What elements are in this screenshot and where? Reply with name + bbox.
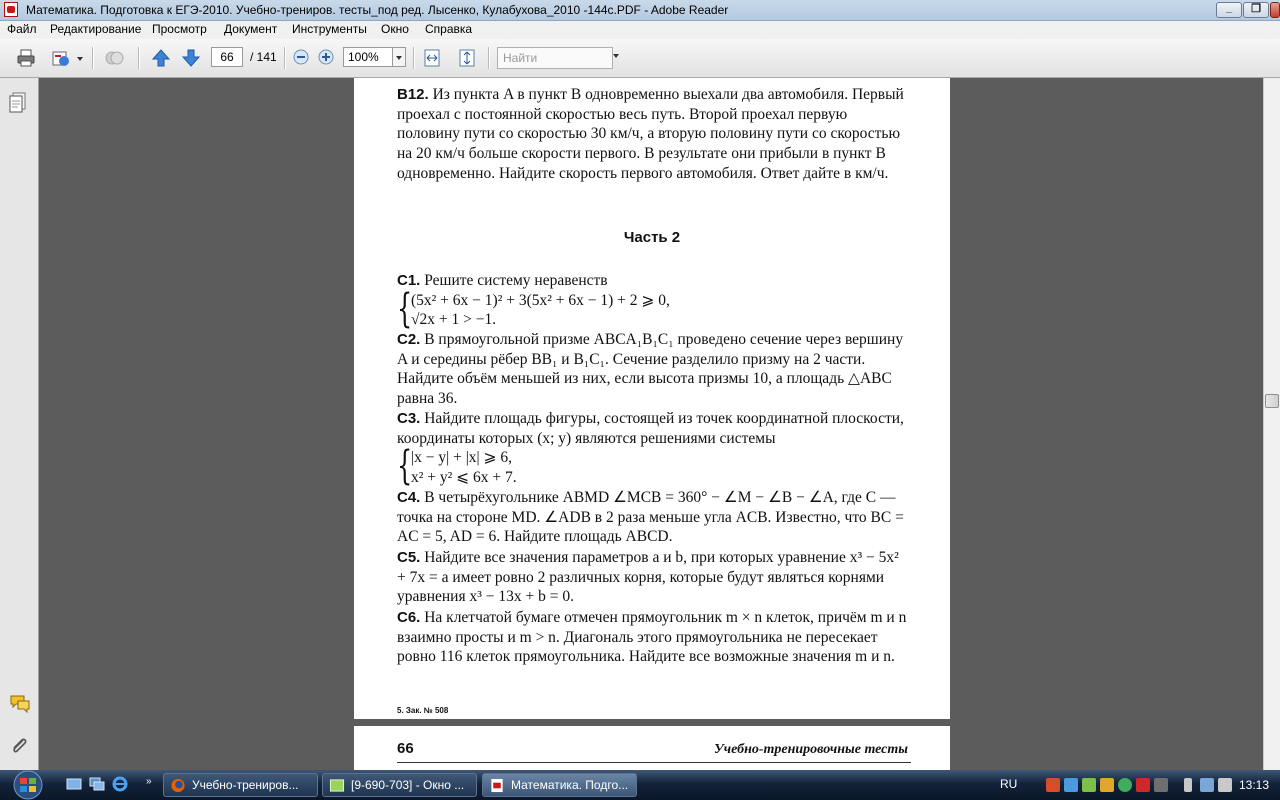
equation-line: |x − y| + |x| ⩾ 6, — [411, 449, 513, 467]
problem-number: C5. — [397, 549, 421, 566]
brace: { — [397, 443, 413, 490]
tray-app-icon[interactable] — [1082, 778, 1096, 792]
next-page-icon[interactable] — [181, 48, 201, 68]
problem-number: B12. — [397, 86, 429, 103]
document-view[interactable] — [39, 78, 1263, 770]
tray-app-icon[interactable] — [1154, 778, 1168, 792]
menu-view[interactable]: Просмотр — [152, 22, 207, 36]
taskbar — [0, 770, 1280, 800]
menu-window[interactable]: Окно — [381, 22, 409, 36]
toolbar-separator — [284, 47, 286, 69]
problem-b12 — [397, 85, 911, 184]
problem-c6 — [397, 608, 911, 667]
toolbar-separator — [488, 47, 490, 69]
toolbar-separator — [92, 47, 94, 69]
problem-c4 — [397, 488, 911, 547]
problem-text: В четырёхугольнике ABMD ∠MCB = 360° − ∠M − ∠B − ∠A, где C — точка на стороне MD. ∠ADB в 2 раза меньше угла ACB. Известно, что BC = AC = 5, AD = 6. Найдите площадь ABCD. — [397, 489, 904, 546]
problem-number: C2. — [397, 331, 421, 348]
menu-document[interactable]: Документ — [224, 22, 278, 36]
equation-system — [397, 443, 911, 490]
window-icon — [329, 778, 345, 793]
language-indicator[interactable]: RU — [1000, 777, 1018, 791]
menu-tools[interactable]: Инструменты — [292, 22, 367, 36]
switch-windows-icon[interactable] — [89, 776, 105, 792]
fit-page-icon[interactable] — [457, 48, 477, 68]
windows-start-icon[interactable] — [4, 770, 52, 800]
running-header: Учебно-тренировочные тесты — [713, 742, 908, 757]
equation-line: x² + y² ⩽ 6x + 7. — [411, 469, 517, 487]
tray-app-icon[interactable] — [1100, 778, 1114, 792]
network-icon[interactable] — [1200, 778, 1214, 792]
comments-icon[interactable] — [9, 694, 31, 714]
attachment-paperclip-icon[interactable] — [9, 735, 29, 757]
pages-icon[interactable] — [9, 92, 27, 114]
collaborate-icon — [104, 48, 124, 68]
taskbar-button-firefox[interactable] — [163, 773, 318, 797]
equation-line: (5x² + 6x − 1)² + 3(5x² + 6x − 1) + 2 ⩾ 0, — [411, 291, 670, 309]
header-rule — [397, 762, 911, 763]
task-label: Математика. Подго... — [511, 778, 629, 792]
window-title: Математика. Подготовка к ЕГЭ-2010. Учебно-трениров. тесты_под ред. Лысенко, Кулабухова_2010 -144с.PDF - Adobe Reader — [26, 3, 729, 17]
menu-file[interactable]: Файл — [7, 22, 37, 36]
search-input[interactable]: Найти — [497, 47, 613, 69]
order-note: 5. Зак. № 508 — [397, 706, 449, 715]
toolbar-separator — [138, 47, 140, 69]
maximize-button[interactable]: ❐ — [1243, 2, 1269, 18]
adobe-reader-icon — [4, 2, 18, 17]
problem-text: Найдите площадь фигуры, состоящей из точек координатной плоскости, координаты которых (x; y) являются решениями системы — [397, 410, 904, 447]
pdf-icon — [489, 778, 505, 793]
section-heading: Часть 2 — [623, 229, 681, 246]
tray-app-icon[interactable] — [1046, 778, 1060, 792]
email-attach-icon[interactable] — [51, 48, 71, 68]
page-number: 66 — [397, 740, 414, 757]
battery-icon[interactable] — [1184, 778, 1192, 792]
problem-number: C3. — [397, 410, 421, 427]
close-button[interactable] — [1270, 2, 1280, 18]
minimize-button[interactable]: _ — [1216, 2, 1242, 18]
equation-line: √2x + 1 > −1. — [411, 311, 497, 329]
page-number-input[interactable]: 66 — [211, 47, 243, 67]
problem-text: Из пункта A в пункт B одновременно выехали два автомобиля. Первый проехал с постоянной скоростью весь путь. Второй проехал первую половину пути со скоростью 30 км/ч, а вторую половину пути со скоростью на 20 км/ч больше скорости первого. В результате они прибыли в пункт B одновременно. Найдите скорость первого автомобиля. Ответ дайте в км/ч. — [397, 86, 904, 182]
problem-c3 — [397, 409, 911, 488]
chevron-down-icon[interactable] — [613, 54, 619, 58]
pdf-page — [354, 726, 950, 770]
menu-edit[interactable]: Редактирование — [50, 22, 142, 36]
previous-page-icon[interactable] — [151, 48, 171, 68]
problem-text: Решите систему неравенств — [424, 272, 608, 289]
navigation-pane — [0, 78, 39, 770]
task-label: Учебно-трениров... — [192, 778, 299, 792]
problem-number: C1. — [397, 272, 421, 289]
fit-width-icon[interactable] — [422, 48, 442, 68]
menu-bar — [0, 21, 1280, 39]
problem-text: В прямоугольной призме ABCA₁B₁C₁ проведено сечение через вершину A и середины рёбер BB₁ и B₁C₁. Сечение разделило призму на 2 части. Найдите объём меньшей из них, если высота призмы 10, а площадь △ABC равна 36. — [397, 331, 904, 408]
show-desktop-icon[interactable] — [66, 776, 82, 792]
tray-app-icon[interactable] — [1136, 778, 1150, 792]
firefox-icon — [170, 778, 186, 793]
brace: { — [397, 285, 413, 332]
title-bar — [0, 0, 1280, 21]
zoom-in-icon[interactable] — [318, 49, 334, 65]
zoom-out-icon[interactable] — [293, 49, 309, 65]
task-label: [9-690-703] - Окно ... — [351, 778, 465, 792]
toolbar — [0, 39, 1280, 78]
menu-help[interactable]: Справка — [425, 22, 473, 36]
pdf-page — [354, 78, 950, 719]
vertical-scrollbar[interactable] — [1263, 78, 1280, 770]
equation-system — [397, 285, 911, 332]
problem-number: C4. — [397, 489, 421, 506]
problem-number: C6. — [397, 609, 421, 626]
taskbar-button-adobe-reader[interactable] — [482, 773, 637, 797]
quicklaunch-overflow[interactable]: » — [146, 776, 152, 787]
print-icon[interactable] — [16, 48, 36, 68]
zoom-dropdown-button[interactable] — [393, 47, 406, 67]
scrollbar-thumb[interactable] — [1265, 394, 1279, 408]
problem-c5 — [397, 548, 911, 607]
taskbar-button-explorer[interactable] — [322, 773, 477, 797]
volume-icon[interactable] — [1218, 778, 1232, 792]
chevron-down-icon[interactable] — [77, 57, 83, 61]
zoom-input[interactable]: 100% — [343, 47, 393, 67]
page-total: / 141 — [250, 50, 277, 64]
toolbar-separator — [413, 47, 415, 69]
tray-app-icon[interactable] — [1118, 778, 1132, 792]
clock[interactable]: 13:13 — [1239, 778, 1270, 792]
problem-c1 — [397, 271, 911, 330]
tray-network-icon[interactable] — [1064, 778, 1078, 792]
problem-text: На клетчатой бумаге отмечен прямоугольник m × n клеток, причём m и n взаимно просты и m > n. Диагональ этого прямоугольника не пересекает ровно 116 клеток прямоугольника. Найдите все возможные значения m и n. — [397, 609, 907, 666]
problem-text: Найдите все значения параметров a и b, при которых уравнение x³ − 5x² + 7x = a имеет ровно 2 различных корня, которые будут являться корнями уравнения x³ − 13x + b = 0. — [397, 549, 899, 606]
internet-explorer-icon[interactable] — [112, 776, 128, 792]
problem-c2 — [397, 330, 911, 409]
